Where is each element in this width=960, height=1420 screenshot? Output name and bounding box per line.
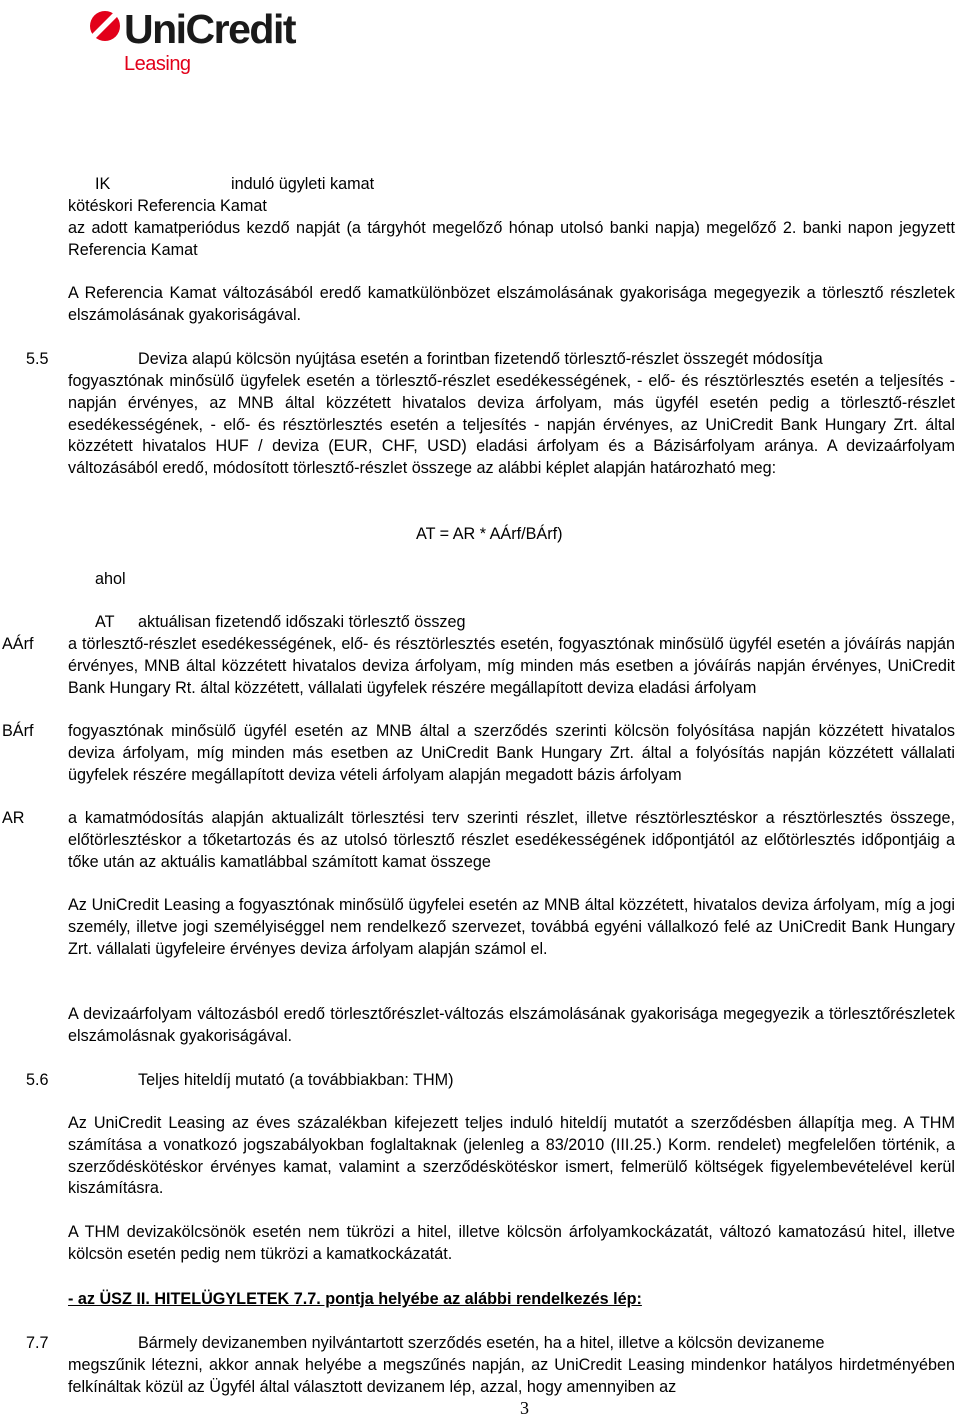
def-ar-text: a kamatmódosítás alapján aktualizált törlesztési terv szerinti részlet, illetve résztörlesztéskor a résztörlesztés összege, előtörlesztéskor a tőketartozás és az utolsó törlesztő részlet esedékességének időpontjától az előtörlesztés időpontjáig a tőke után az aktuális kamatlábbal számított kamat összege xyxy=(68,809,955,871)
def-barf-text: fogyasztónak minősülő ügyfél esetén az MNB által a szerződés szerinti kölcsön folyósítása napján közzétett hivatalos deviza árfolyam, míg minden más esetben az UniCredit Bank Hungary Zrt. által a folyósítás napján közzétett vállalati ügyfelek részére megállapított deviza vételi árfolyam alapján megadott bázis árfolyam xyxy=(68,722,955,784)
def-aarf-text: a törlesztő-részlet esedékességének, elő- és résztörlesztés esetén, fogyasztónak minősülő ügyfél esetén a jóváírás napján érvényes, MNB által közzétett hivatalos deviza árfolyam, míg minden más esetben a jóváírás napján érvényes, UniCredit Bank Hungary Rt. által közzétett, vállalati ügyfelek részére megállapított deviza eladási árfolyam xyxy=(68,635,955,697)
ahol-label: ahol xyxy=(95,570,126,588)
page-number: 3 xyxy=(520,1398,529,1418)
def-aarf-label: AÁrf xyxy=(2,635,34,653)
section-7-7-body: megszűnik létezni, akkor annak helyébe a megszűnés napján, az UniCredit Leasing mindenkor hatályos hirdetményében felkínáltak közül az Ügyfél által választott devizanem lép, azzal, hogy amennyiben az xyxy=(68,1356,955,1396)
def-ar-label: AR xyxy=(2,809,25,827)
section-number-5-6: 5.6 xyxy=(26,1071,49,1089)
deviza-freq-paragraph: A devizaárfolyam változásból eredő törlesztőrészlet-változás elszámolásának gyakorisága megegyezik a törlesztőrészletek elszámolásnak gyakoriságával. xyxy=(68,1005,955,1045)
logo-mark-icon xyxy=(90,11,120,41)
thm-paragraph-1: Az UniCredit Leasing az éves százalékban kifejezett teljes induló hiteldíj mutatót a szerződésben állapítja meg. A THM számítása a vonatkozó jogszabályokban foglaltaknak (jelenleg a 83/2010 (III.25.) Korm. rendelet) megfelelően történik, a szerződéskötéskor érvényes kamat, valamint a szerződéskötéskor ismert, felmerülő költségek figyelembevételével kerül kiszámításra. xyxy=(68,1114,955,1198)
section-number-5-5: 5.5 xyxy=(26,350,49,368)
section-7-7-first-line: Bármely devizanemben nyilvántartott szerződés esetén, ha a hitel, illetve a kölcsön devizaneme xyxy=(138,1334,825,1352)
thm-paragraph-2: A THM devizakölcsönök esetén nem tükrözi a hitel, illetve kölcsön árfolyamkockázatát, változó kamatozású hitel, illetve kölcsön esetén pedig nem tükrözi a kamatkockázatát. xyxy=(68,1223,955,1263)
formula: AT = AR * AÁrf/BÁrf) xyxy=(416,525,563,543)
section-5-5-first-line: Deviza alapú kölcsön nyújtása esetén a forintban fizetendő törlesztő-részlet összegét módosítja xyxy=(138,350,823,368)
unicredit-leasing-logo xyxy=(88,3,328,79)
svg-text:UniCredit: UniCredit xyxy=(124,6,295,52)
ref-kamat-line: kötéskori Referencia Kamat xyxy=(68,197,267,215)
ik-desc: induló ügyleti kamat xyxy=(231,175,375,193)
freq-paragraph: A Referencia Kamat változásából eredő kamatkülönbözet elszámolásának gyakorisága megegyezik a törlesztő részletek elszámolásának gyakoriságával. xyxy=(68,284,955,324)
usz-heading: - az ÜSZ II. HITELÜGYLETEK 7.7. pontja helyébe az alábbi rendelkezés lép: xyxy=(68,1290,642,1308)
ik-label: IK xyxy=(95,175,111,193)
def-at-text: aktuálisan fizetendő időszaki törlesztő összeg xyxy=(138,613,466,631)
ref-kamat-desc: az adott kamatperiódus kezdő napját (a tárgyhót megelőző hónap utolsó banki napja) megelőző 2. banki napon jegyzett Referencia Kamat xyxy=(68,219,955,259)
section-5-6-title: Teljes hiteldíj mutató (a továbbiakban: THM) xyxy=(138,1071,454,1089)
section-number-7-7: 7.7 xyxy=(26,1334,49,1352)
section-5-5-body: fogyasztónak minősülő ügyfelek esetén a törlesztő-részlet esedékességének, - elő- és résztörlesztés esetén a teljesítés - napján érvényes, az MNB által közzétett hivatalos deviza árfolyam, más ügyfél esetén pedig a törlesztő-részlet esedékességének, - elő- és résztörlesztés esetén a teljesítés - napján érvényes, az UniCredit Bank Hungary Zrt. által közzétett hivatalos HUF / deviza (EUR, CHF, USD) eladási árfolyam és a Bázisárfolyam aránya. A devizaárfolyam változásából eredő, módosított törlesztő-részlet összege az alábbi képlet alapján határozható meg: xyxy=(68,372,955,478)
unicredit-paragraph: Az UniCredit Leasing a fogyasztónak minősülő ügyfelei esetén az MNB által közzétett, hivatalos deviza árfolyam, míg a jogi személy, illetve jogi személyiséggel nem rendelkező szervezet, továbbá egyéni vállalkozó felé az UniCredit Bank Hungary Zrt. vállalati ügyfeleire érvényes deviza árfolyam alapján számol el. xyxy=(68,896,955,958)
def-barf-label: BÁrf xyxy=(2,722,34,740)
def-at-label: AT xyxy=(95,613,115,631)
svg-text:Leasing: Leasing xyxy=(124,53,191,75)
